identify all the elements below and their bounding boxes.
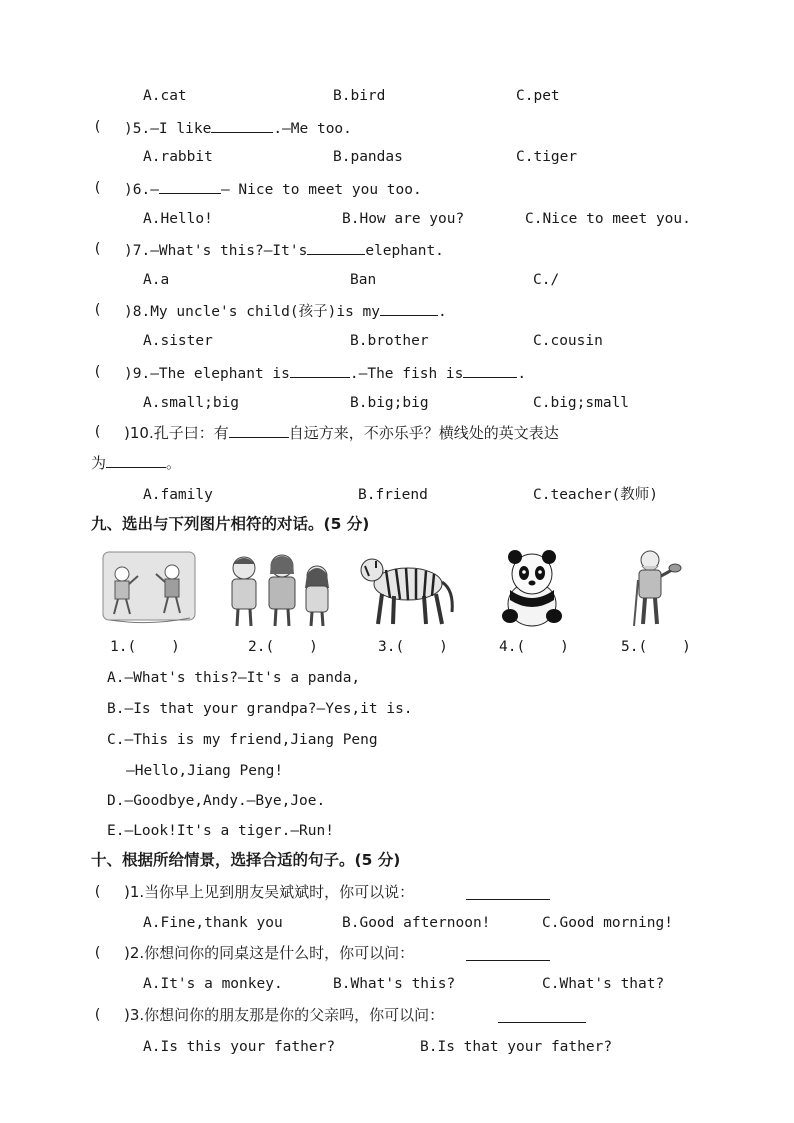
- answer-blank[interactable]: [307, 239, 365, 255]
- q9-option-c: C.big;small: [533, 395, 630, 411]
- q10-stem: )10.孔子曰：有 自远方来，不亦乐乎？横线处的英文表达: [124, 424, 559, 442]
- s10-q2-option-c: C.What's that?: [542, 976, 665, 992]
- picture-tiger: [356, 546, 460, 630]
- picture-2-answer[interactable]: 2.( ): [248, 639, 318, 655]
- answer-blank[interactable]: [498, 1007, 586, 1023]
- q10-option-b: B.friend: [358, 487, 428, 503]
- picture-panda: [496, 546, 568, 630]
- s10-q3-option-a: A.Is this your father?: [143, 1039, 336, 1055]
- q4-option-c: C.pet: [516, 88, 560, 104]
- picture-grandpa: [626, 546, 684, 630]
- answer-paren[interactable]: (: [93, 241, 102, 257]
- s10-q3-stem: )3.你想问你的朋友那是你的父亲吗，你可以问：: [124, 1006, 445, 1024]
- answer-blank[interactable]: [466, 884, 550, 900]
- answer-paren[interactable]: (: [93, 884, 102, 900]
- s10-q3-option-b: B.Is that your father?: [420, 1039, 613, 1055]
- picture-3-answer[interactable]: 3.( ): [378, 639, 448, 655]
- picture-1-answer[interactable]: 1.( ): [110, 639, 180, 655]
- picture-5-answer[interactable]: 5.( ): [621, 639, 691, 655]
- answer-blank[interactable]: [211, 117, 273, 133]
- dialogue-b: B.—Is that your grandpa?—Yes,it is.: [107, 701, 413, 717]
- s10-q1-stem: )1.当你早上见到朋友吴斌斌时，你可以说：: [124, 883, 415, 901]
- answer-paren[interactable]: (: [93, 1007, 102, 1023]
- q4-option-b: B.bird: [333, 88, 386, 104]
- dialogue-c-reply: —Hello,Jiang Peng!: [126, 763, 284, 779]
- s10-q1-option-a: A.Fine,thank you: [143, 915, 283, 931]
- q4-option-a: A.cat: [143, 88, 187, 104]
- answer-blank[interactable]: [290, 362, 350, 378]
- s10-q1-option-b: B.Good afternoon!: [342, 915, 491, 931]
- answer-paren[interactable]: (: [93, 302, 102, 318]
- picture-friends-introduction: [222, 546, 336, 630]
- picture-children-waving: [100, 546, 198, 630]
- answer-paren[interactable]: (: [93, 364, 102, 380]
- answer-paren[interactable]: (: [93, 119, 102, 135]
- q8-option-c: C.cousin: [533, 333, 603, 349]
- answer-blank[interactable]: [380, 300, 438, 316]
- section-9-title: 九、选出与下列图片相符的对话。(5 分): [91, 515, 370, 533]
- q9-option-b: B.big;big: [350, 395, 429, 411]
- dialogue-a: A.—What's this?—It's a panda,: [107, 670, 361, 686]
- q5-option-b: B.pandas: [333, 149, 403, 165]
- q5-option-c: C.tiger: [516, 149, 578, 165]
- s10-q2-option-b: B.What's this?: [333, 976, 456, 992]
- q7-option-a: A.a: [143, 272, 170, 288]
- q8-option-b: B.brother: [350, 333, 429, 349]
- q9-stem: )9.—The elephant is .—The fish is .: [124, 362, 526, 384]
- q8-option-a: A.sister: [143, 333, 213, 349]
- q6-option-a: A.Hello!: [143, 211, 213, 227]
- q5-option-a: A.rabbit: [143, 149, 213, 165]
- q7-option-c: C./: [533, 272, 560, 288]
- answer-paren[interactable]: (: [93, 945, 102, 961]
- s10-q1-option-c: C.Good morning!: [542, 915, 673, 931]
- section-10-title: 十、根据所给情景，选择合适的句子。(5 分): [91, 851, 401, 869]
- answer-blank[interactable]: [159, 178, 221, 194]
- q8-stem: )8.My uncle's child(孩子)is my .: [124, 300, 447, 322]
- answer-blank[interactable]: [229, 422, 289, 438]
- answer-paren[interactable]: (: [93, 424, 102, 440]
- dialogue-d: D.—Goodbye,Andy.—Bye,Joe.: [107, 793, 326, 809]
- q6-option-b: B.How are you?: [342, 211, 465, 227]
- dialogue-e: E.—Look!It's a tiger.—Run!: [107, 823, 334, 839]
- q10-option-a: A.family: [143, 487, 213, 503]
- q10-option-c: C.teacher(教师): [533, 487, 659, 503]
- dialogue-c: C.—This is my friend,Jiang Peng: [107, 732, 378, 748]
- q10-stem-line2: 为 。: [91, 454, 182, 472]
- picture-4-answer[interactable]: 4.( ): [499, 639, 569, 655]
- answer-blank[interactable]: [106, 452, 166, 468]
- q6-stem: )6.— — Nice to meet you too.: [124, 178, 422, 200]
- q6-option-c: C.Nice to meet you.: [525, 211, 691, 227]
- answer-blank[interactable]: [463, 362, 517, 378]
- q7-option-b: Ban: [350, 272, 377, 288]
- answer-blank[interactable]: [466, 945, 550, 961]
- q7-stem: )7.—What's this?—It's elephant.: [124, 239, 444, 261]
- s10-q2-option-a: A.It's a monkey.: [143, 976, 283, 992]
- s10-q2-stem: )2.你想问你的同桌这是什么时，你可以问：: [124, 944, 415, 962]
- answer-paren[interactable]: (: [93, 180, 102, 196]
- q9-option-a: A.small;big: [143, 395, 240, 411]
- q5-stem: )5.—I like .—Me too.: [124, 117, 352, 139]
